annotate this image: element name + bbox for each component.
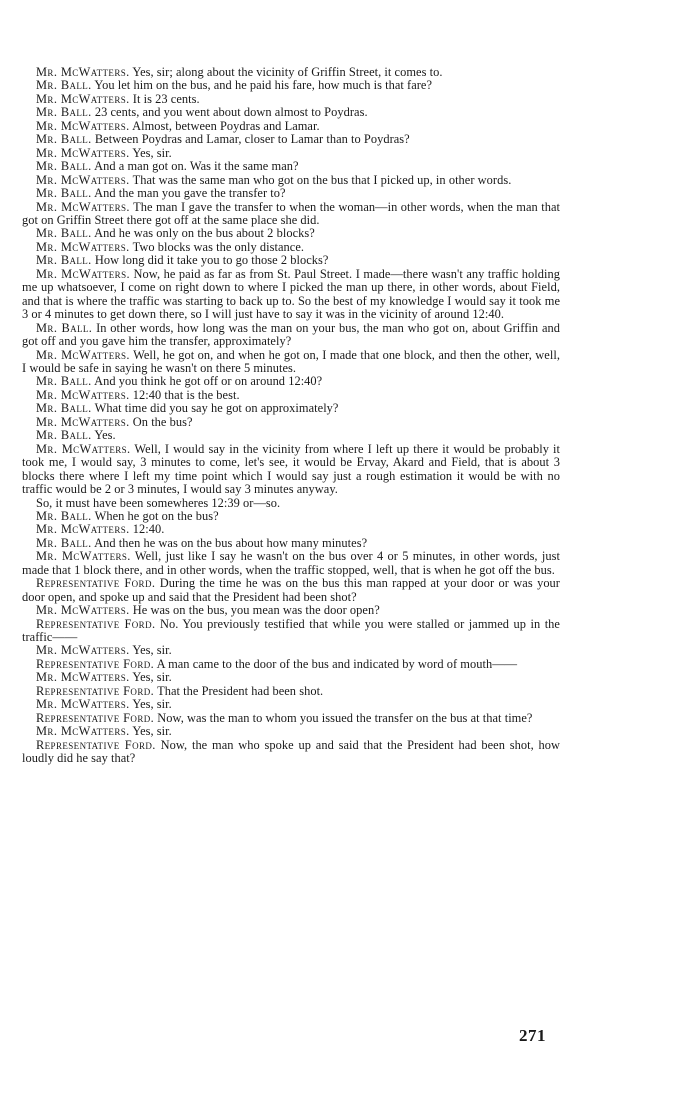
testimony-text: What time did you say he got on approximately? (94, 401, 339, 416)
testimony-text: Yes, sir. (132, 670, 172, 685)
testimony-paragraph (22, 147, 560, 160)
speaker-label: Mr. McWatters. (36, 697, 130, 712)
testimony-text: No. You previously testified that while you were stalled or jammed up in the traffic—— (22, 616, 560, 645)
testimony-text: 12:40. (132, 522, 165, 537)
testimony-paragraph (22, 671, 560, 684)
testimony-text: Now, was the man to whom you issued the transfer on the bus at that time? (157, 710, 533, 725)
testimony-text: In other words, how long was the man on your bus, the man who got on, about Griffin and got off and you gave him the transfer, approximately? (22, 320, 560, 349)
testimony-paragraph (22, 416, 560, 429)
speaker-label: Mr. Ball. (36, 226, 92, 241)
testimony-text: And a man got on. Was it the same man? (94, 159, 299, 174)
testimony-text: Yes, sir. (132, 145, 172, 160)
testimony-text: Yes, sir; along about the vicinity of Griffin Street, it comes to. (132, 65, 443, 79)
speaker-label: Mr. Ball. (36, 186, 92, 201)
speaker-label: Mr. McWatters. (36, 643, 130, 658)
testimony-paragraph (22, 658, 560, 671)
testimony-paragraph (22, 375, 560, 388)
speaker-label: Representative Ford. (36, 656, 155, 671)
testimony-text: You let him on the bus, and he paid his fare, how much is that fare? (94, 78, 433, 93)
testimony-text: 12:40 that is the best. (132, 387, 240, 402)
testimony-text: Two blocks was the only distance. (132, 239, 305, 254)
testimony-paragraph (22, 443, 560, 497)
speaker-label: Mr. McWatters. (36, 118, 130, 133)
testimony-text: Now, the man who spoke up and said that the President had been shot, how loudly did he say that? (22, 737, 561, 766)
speaker-label: Mr. Ball. (36, 253, 92, 268)
testimony-paragraph (22, 685, 560, 698)
speaker-label: Mr. McWatters. (36, 522, 130, 537)
testimony-text: When he got on the bus? (94, 508, 219, 523)
speaker-label: Mr. McWatters. (36, 266, 130, 281)
testimony-text: And he was only on the bus about 2 blocks? (94, 226, 315, 241)
testimony-text: Well, just like I say he wasn't on the bus over 4 or 5 minutes, in other words, just made that 1 block there, and in other words, when the traffic stopped, well, that is when he got off the bus. (22, 549, 560, 577)
testimony-text: Well, he got on, and when he got on, I made that one block, and then the other, well, I would be safe in saying he wasn't on there 5 minutes. (22, 347, 560, 375)
testimony-paragraph (22, 254, 560, 267)
speaker-label: Mr. Ball. (36, 535, 92, 550)
speaker-label: Mr. McWatters. (36, 414, 130, 429)
testimony-paragraph (22, 577, 560, 604)
speaker-label: Mr. McWatters. (36, 549, 131, 564)
speaker-label: Mr. McWatters. (36, 603, 130, 618)
speaker-label: Mr. McWatters. (36, 670, 130, 685)
speaker-label: Mr. Ball. (36, 78, 92, 93)
testimony-paragraph (22, 429, 560, 442)
testimony-text: Yes, sir. (132, 697, 172, 712)
testimony-paragraph (22, 510, 560, 523)
testimony-text: Yes, sir. (132, 724, 172, 739)
transcript-page (22, 66, 560, 766)
testimony-paragraph (22, 497, 560, 510)
testimony-paragraph (22, 523, 560, 536)
page-number: 271 (519, 1026, 546, 1045)
testimony-text: Now, he paid as far as from St. Paul Street. I made—there wasn't any traffic holding me up whatsoever, I come on right down to where I picked the man up there, in other words, about Field, and that is where the traffic was starting to back up to. So the best of my knowledge I would say it took me 3 or 4 minutes to get down there, so I will just have to say it was in the vicinity of around 12:40. (22, 266, 560, 322)
testimony-paragraph (22, 241, 560, 254)
speaker-label: Representative Ford. (36, 683, 155, 698)
speaker-label: Mr. Ball. (36, 374, 92, 389)
speaker-label: Representative Ford. (36, 737, 156, 752)
speaker-label: Mr. McWatters. (36, 172, 130, 187)
speaker-label: Mr. McWatters. (36, 441, 131, 456)
testimony-paragraph (22, 201, 560, 228)
testimony-paragraph (22, 268, 560, 322)
speaker-label: Mr. McWatters. (36, 65, 130, 79)
testimony-text: That was the same man who got on the bus that I picked up, in other words. (132, 172, 512, 187)
testimony-paragraph (22, 133, 560, 146)
testimony-paragraph (22, 79, 560, 92)
testimony-text: Yes, sir. (132, 643, 172, 658)
testimony-paragraph (22, 698, 560, 711)
testimony-text: Almost, between Poydras and Lamar. (132, 118, 320, 133)
speaker-label: Representative Ford. (36, 616, 156, 631)
testimony-paragraph (22, 66, 560, 79)
speaker-label: Representative Ford. (36, 710, 155, 725)
testimony-text: So, it must have been somewheres 12:39 or—so. (36, 495, 281, 510)
testimony-paragraph (22, 604, 560, 617)
testimony-paragraph (22, 725, 560, 738)
testimony-text: 23 cents, and you went about down almost to Poydras. (94, 105, 368, 120)
testimony-text: The man I gave the transfer to when the woman—in other words, when the man that got on Griffin Street there got off at the same place she did. (22, 199, 560, 227)
speaker-label: Mr. McWatters. (36, 387, 130, 402)
testimony-paragraph (22, 712, 560, 725)
testimony-paragraph (22, 322, 560, 349)
testimony-text: It is 23 cents. (132, 91, 200, 106)
testimony-paragraph (22, 537, 560, 550)
testimony-paragraph (22, 739, 560, 766)
testimony-paragraph (22, 187, 560, 200)
testimony-paragraph (22, 389, 560, 402)
speaker-label: Mr. Ball. (36, 401, 92, 416)
speaker-label: Mr. McWatters. (36, 724, 130, 739)
speaker-label: Mr. Ball. (36, 105, 92, 120)
testimony-text: That the President had been shot. (157, 683, 324, 698)
testimony-text: How long did it take you to go those 2 blocks? (94, 253, 329, 268)
testimony-text: And then he was on the bus about how many minutes? (94, 535, 368, 550)
testimony-paragraph (22, 93, 560, 106)
speaker-label: Mr. McWatters. (36, 199, 130, 214)
testimony-paragraph (22, 106, 560, 119)
testimony-paragraph (22, 227, 560, 240)
testimony-text: Well, I would say in the vicinity from where I left up there it would be probably it took me, I would say, 3 minutes to come, let's see, it would be Ervay, Akard and Field, that is about 3 blocks there where I left my time point which I would say just a rough estimation it would be with no traffic would be 2 or 3 minutes, I would say 3 minutes anyway. (22, 441, 560, 497)
testimony-paragraph (22, 160, 560, 173)
testimony-text: During the time he was on the bus this man rapped at your door or was your door open, and spoke up and said that the President had been shot? (22, 576, 560, 604)
speaker-label: Mr. Ball. (36, 320, 93, 335)
speaker-label: Mr. McWatters. (36, 239, 130, 254)
testimony-text: On the bus? (132, 414, 193, 429)
speaker-label: Mr. McWatters. (36, 91, 130, 106)
testimony-paragraph (22, 174, 560, 187)
speaker-label: Mr. Ball. (36, 508, 92, 523)
speaker-label: Mr. McWatters. (36, 145, 130, 160)
testimony-paragraph (22, 402, 560, 415)
speaker-label: Representative Ford. (36, 576, 156, 591)
testimony-text: Between Poydras and Lamar, closer to Lamar than to Poydras? (94, 132, 410, 147)
testimony-paragraph (22, 550, 560, 577)
speaker-label: Mr. Ball. (36, 428, 92, 443)
testimony-paragraph (22, 644, 560, 657)
testimony-text: And you think he got off or on around 12:40? (94, 374, 323, 389)
speaker-label: Mr. McWatters. (36, 347, 130, 362)
testimony-paragraph (22, 618, 560, 645)
testimony-paragraph (22, 349, 560, 376)
testimony-text: A man came to the door of the bus and indicated by word of mouth—— (156, 656, 518, 671)
speaker-label: Mr. Ball. (36, 159, 92, 174)
testimony-text: And the man you gave the transfer to? (94, 186, 286, 201)
testimony-body (22, 66, 560, 766)
testimony-text: He was on the bus, you mean was the door open? (132, 603, 380, 618)
testimony-text: Yes. (94, 428, 116, 443)
testimony-paragraph (22, 120, 560, 133)
speaker-label: Mr. Ball. (36, 132, 92, 147)
